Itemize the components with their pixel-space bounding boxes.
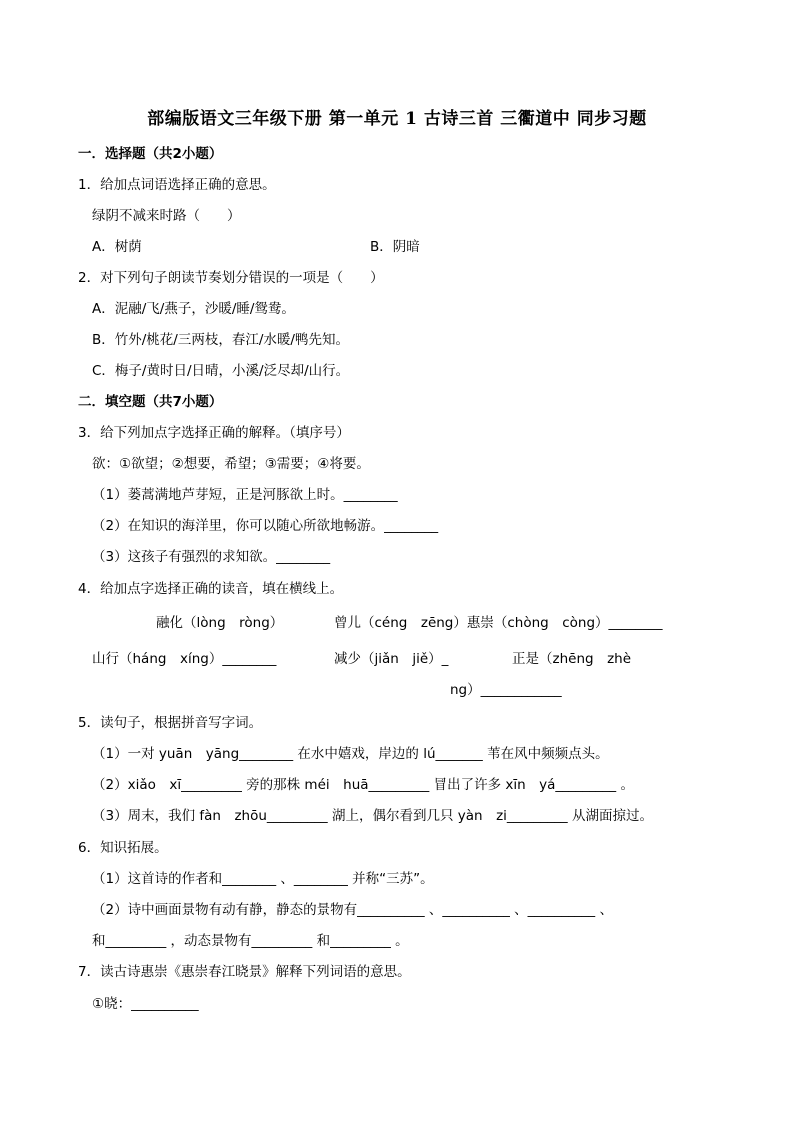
section-heading-choice: 一．选择题（共2小题） — [78, 146, 223, 162]
question-3-options: 欲：①欲望；②想要，希望；③需要；④将要。 — [92, 456, 370, 472]
question-4-item-a: 融化（lòng ròng） — [156, 615, 284, 631]
question-1-sentence: 绿阴不减来时路（ ） — [92, 208, 241, 224]
question-7-stem: 7．读古诗惠崇《惠崇春江晓景》解释下列词语的意思。 — [78, 964, 411, 980]
question-6-item-1: （1）这首诗的作者和________ 、________ 并称“三苏”。 — [92, 871, 434, 887]
question-4-stem: 4．给加点字选择正确的读音，填在横线上。 — [78, 581, 344, 597]
section-heading-fill: 二．填空题（共7小题） — [78, 394, 223, 410]
question-4-item-d: 减少（jiǎn jiě）_ — [334, 651, 449, 667]
question-2-option-c: C．梅子/黄时日/日晴，小溪/泛尽却/山行。 — [92, 363, 350, 379]
question-6-item-2: （2）诗中画面景物有动有静，静态的景物有__________ 、__________ 、__________ 、 — [92, 902, 613, 918]
question-7-item-1: ①晓：__________ — [92, 996, 199, 1012]
question-3-item-2: （2）在知识的海洋里，你可以随心所欲地畅游。________ — [92, 518, 439, 534]
question-3-item-1: （1）蒌蒿满地芦芽短，正是河豚欲上时。________ — [92, 487, 398, 503]
question-4-item-e: 正是（zhēng zhè — [512, 651, 632, 667]
question-2-stem: 2．对下列句子朗读节奏划分错误的一项是（ ） — [78, 270, 384, 286]
question-2-option-b: B．竹外/桃花/三两枝，春江/水暖/鸭先知。 — [92, 332, 349, 348]
page-title: 部编版语文三年级下册 第一单元 1 古诗三首 三衢道中 同步习题 — [147, 109, 647, 129]
question-5-item-1: （1）一对 yuān yāng________ 在水中嬉戏，岸边的 lú_______ 苇在风中频频点头。 — [92, 746, 609, 762]
question-4-item-b: 曾儿（céng zēng）惠崇（chòng còng）________ — [334, 615, 663, 631]
question-3-stem: 3．给下列加点字选择正确的解释。（填序号） — [78, 425, 350, 441]
question-5-item-3: （3）周末，我们 fàn zhōu_________ 湖上，偶尔看到几只 yàn zi_________ 从湖面掠过。 — [92, 808, 653, 824]
question-6-item-2-cont: 和_________ ，动态景物有_________ 和_________ 。 — [92, 933, 409, 949]
question-5-stem: 5．读句子，根据拼音写字词。 — [78, 715, 263, 731]
question-2-option-a: A．泥融/飞/燕子，沙暖/睡/鸳鸯。 — [92, 301, 295, 317]
question-1-option-b: B．阴暗 — [370, 239, 420, 255]
question-1-stem: 1．给加点词语选择正确的意思。 — [78, 177, 276, 193]
question-5-item-2: （2）xiǎo xī_________ 旁的那株 méi huā_________ 冒出了许多 xīn yá_________ 。 — [92, 777, 634, 793]
question-4-item-c: 山行（háng xíng）________ — [92, 651, 277, 667]
question-6-stem: 6．知识拓展。 — [78, 840, 168, 856]
question-3-item-3: （3）这孩子有强烈的求知欲。________ — [92, 549, 331, 565]
question-4-item-e-cont: ng）____________ — [450, 682, 562, 698]
question-1-option-a: A．树荫 — [92, 239, 142, 255]
